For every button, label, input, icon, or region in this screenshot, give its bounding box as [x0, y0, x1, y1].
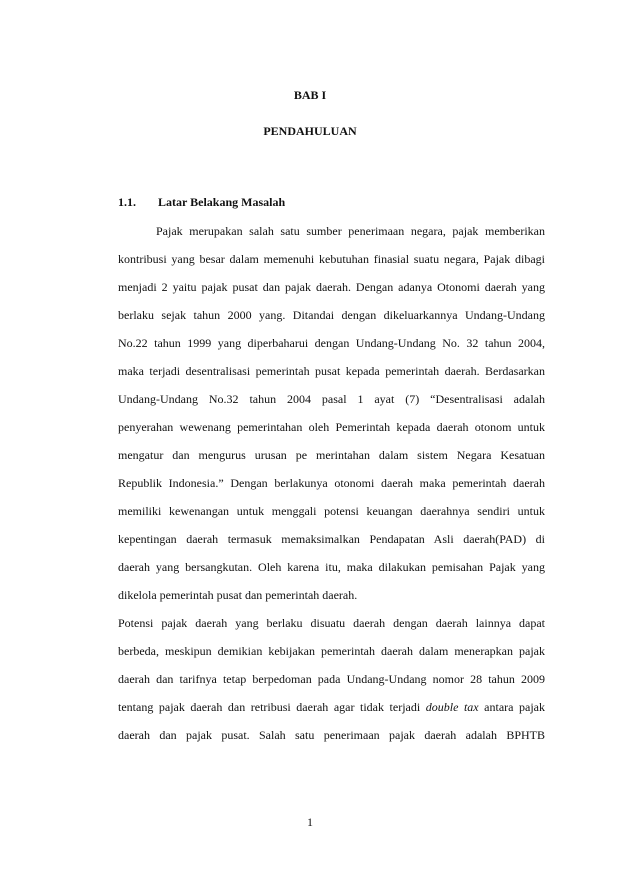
paragraph-line: daerah dan tarifnya tetap berpedoman pada Undang-Undang nomor 28 tahun 2009 [118, 672, 545, 686]
body-text [118, 217, 545, 749]
paragraph-line: menjadi 2 yaitu pajak pusat dan pajak daerah. Dengan adanya Otonomi daerah yang [118, 280, 545, 294]
page-number: 1 [307, 815, 313, 829]
paragraph-line: berbeda, meskipun demikian kebijakan pemerintah daerah dalam menerapkan pajak [118, 644, 545, 658]
paragraph-line: mengatur dan mengurus urusan pe merintahan dalam sistem Negara Kesatuan [118, 448, 545, 462]
text-segment: tentang pajak daerah dan retribusi daerah agar tidak terjadi [118, 700, 426, 714]
paragraph-line: kepentingan daerah termasuk memaksimalkan Pendapatan Asli daerah(PAD) di [118, 532, 545, 546]
paragraph-line: daerah dan pajak pusat. Salah satu penerimaan pajak daerah adalah BPHTB [118, 728, 545, 742]
paragraph-line: memiliki kewenangan untuk menggali potensi keuangan daerahnya sendiri untuk [118, 504, 545, 518]
text-segment: antara pajak [478, 700, 546, 714]
chapter-label: BAB I [293, 88, 327, 102]
paragraph-line: kontribusi yang besar dalam memenuhi kebutuhan finasial suatu negara, Pajak dibagi [118, 252, 545, 266]
paragraph-line: No.22 tahun 1999 yang diperbaharui dengan Undang-Undang No. 32 tahun 2004, [118, 336, 545, 350]
chapter-title: PENDAHULUAN [263, 124, 357, 138]
paragraph-line: Republik Indonesia.” Dengan berlakunya otonomi daerah maka pemerintah daerah [118, 476, 545, 490]
section-title: Latar Belakang Masalah [158, 195, 286, 209]
paragraph-line: maka terjadi desentralisasi pemerintah pusat kepada pemerintah daerah. Berdasarkan [118, 364, 545, 378]
paragraph-line: berlaku sejak tahun 2000 yang. Ditandai dengan dikeluarkannya Undang-Undang [118, 308, 545, 322]
paragraph-line: Pajak merupakan salah satu sumber penerimaan negara, pajak memberikan [156, 224, 545, 238]
paragraph-line: daerah yang bersangkutan. Oleh karena itu, maka dilakukan pemisahan Pajak yang [118, 560, 545, 574]
section-number: 1.1. [118, 195, 136, 209]
italic-term: double tax [425, 700, 479, 714]
paragraph-line [118, 693, 545, 721]
paragraph-line: Undang-Undang No.32 tahun 2004 pasal 1 ayat (7) “Desentralisasi adalah [118, 392, 545, 406]
paragraph-line: penyerahan wewenang pemerintahan oleh Pemerintah kepada daerah otonom untuk [118, 420, 545, 434]
section-heading [118, 195, 285, 210]
paragraph-line: Potensi pajak daerah yang berlaku disuatu daerah dengan daerah lainnya dapat [118, 616, 545, 630]
paragraph-line: dikelola pemerintah pusat dan pemerintah daerah. [118, 588, 358, 602]
